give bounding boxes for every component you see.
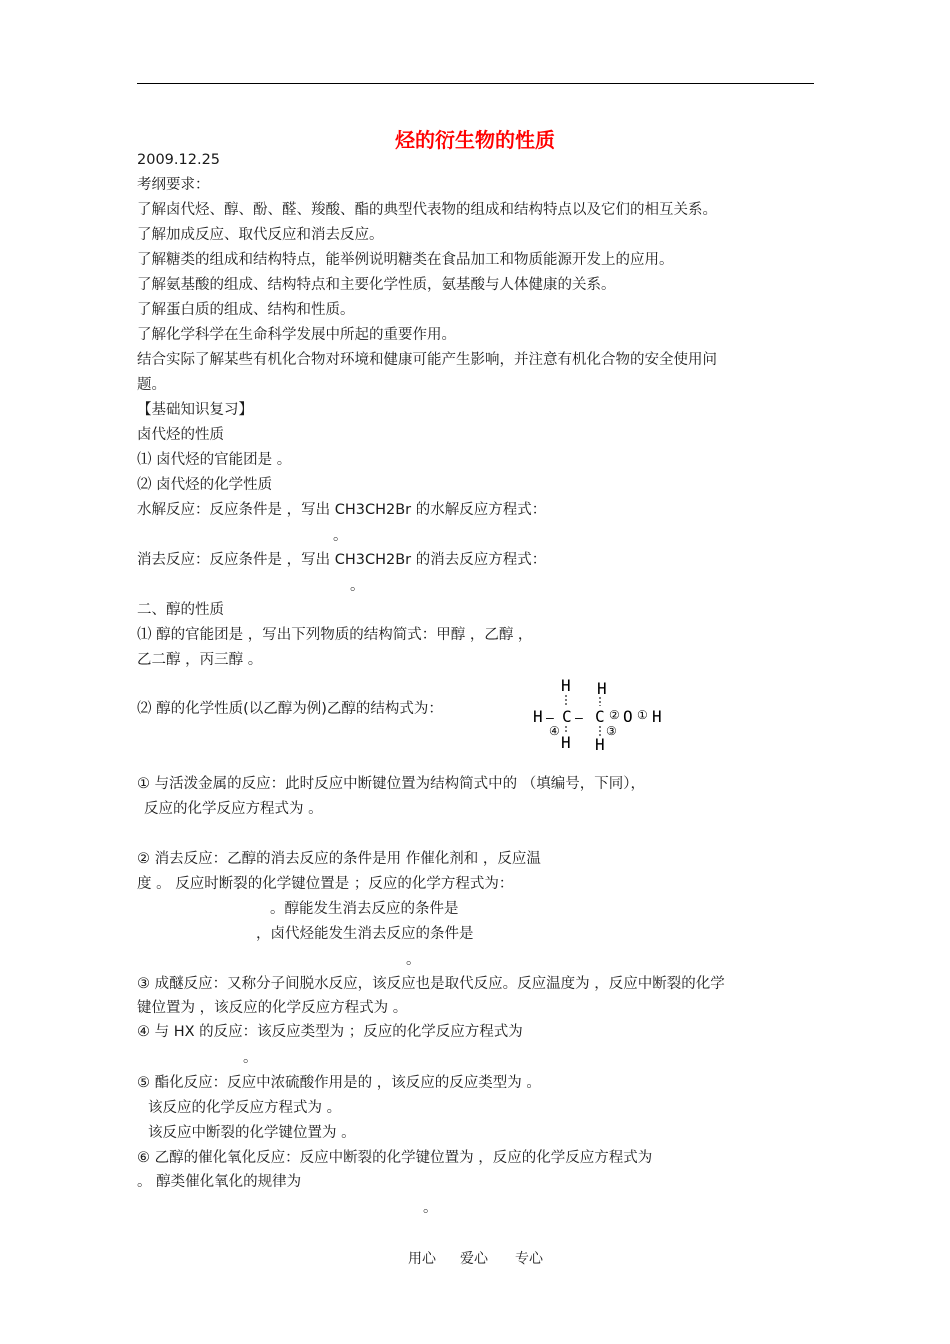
- line-03: 了解加成反应、取代反应和消去反应。: [137, 227, 384, 243]
- formula-h: H: [595, 735, 605, 754]
- footer-text-3: 专心: [515, 1251, 543, 1267]
- line-20: 乙二醇 ，丙三醇 。: [137, 652, 263, 668]
- date: 2009.12.25: [137, 152, 221, 168]
- line-38: 。: [423, 1200, 438, 1216]
- line-31: ④ 与 HX 的反应：该反应类型为 ；反应的化学反应方程式为: [137, 1024, 523, 1040]
- line-08: 结合实际了解某些有机化合物对环境和健康可能产生影响，并注意有机化合物的安全使用问: [137, 352, 717, 368]
- line-34: 该反应的化学反应方程式为 。: [148, 1100, 342, 1116]
- line-25: 度 。 反应时断裂的化学键位置是 ；反应的化学方程式为：: [137, 876, 514, 892]
- line-29: ③ 成醚反应：又称分子间脱水反应，该反应也是取代反应。反应温度为 ，反应中断裂的化学: [137, 976, 725, 992]
- line-32: 。: [243, 1050, 258, 1066]
- line-26: 。醇能发生消去反应的条件是: [270, 901, 459, 917]
- line-28: 。: [406, 952, 421, 968]
- line-11: 卤代烃的性质: [137, 427, 224, 443]
- line-24: ② 消去反应：乙醇的消去反应的条件是用 作催化剂和 ，反应温: [137, 851, 541, 867]
- line-01: 考纲要求：: [137, 177, 210, 193]
- formula-h: H: [561, 733, 571, 752]
- page-title: 烃的衍生物的性质: [395, 128, 555, 152]
- line-19: ⑴ 醇的官能团是 ，写出下列物质的结构简式：甲醇 ，乙醇 ，: [137, 627, 533, 643]
- line-14: 水解反应：反应条件是 ，写出 CH3CH2Br 的水解反应方程式：: [137, 502, 547, 518]
- formula-oxygen: O: [623, 707, 633, 726]
- section-heading: 【基础知识复习】: [137, 402, 253, 418]
- formula-h: H: [652, 707, 662, 726]
- line-02: 了解卤代烃、醇、酚、醛、羧酸、酯的典型代表物的组成和结构特点以及它们的相互关系。: [137, 202, 717, 218]
- line-15: 。: [333, 528, 348, 544]
- formula-marker: ①: [637, 708, 648, 722]
- line-21: ⑵ 醇的化学性质(以乙醇为例)乙醇的结构式为：: [137, 701, 443, 717]
- line-35: 该反应中断裂的化学键位置为 。: [148, 1125, 356, 1141]
- header-rule: [137, 83, 814, 84]
- formula-h: H: [597, 679, 607, 698]
- formula-carbon: C: [595, 707, 605, 726]
- line-17: 。: [350, 578, 365, 594]
- line-07: 了解化学科学在生命科学发展中所起的重要作用。: [137, 327, 456, 343]
- line-16: 消去反应：反应条件是 ，写出 CH3CH2Br 的消去反应方程式：: [137, 552, 547, 568]
- line-30: 键位置为 ，该反应的化学反应方程式为 。: [137, 1000, 408, 1016]
- line-09: 题。: [137, 377, 166, 393]
- formula-marker: ②: [609, 708, 620, 722]
- formula-marker: ④: [549, 724, 560, 738]
- formula-h: H: [533, 707, 543, 726]
- formula-carbon: C: [562, 707, 572, 726]
- line-37: 。 醇类催化氧化的规律为: [137, 1174, 302, 1190]
- line-06: 了解蛋白质的组成、结构和性质。: [137, 302, 355, 318]
- line-23: 反应的化学反应方程式为 。: [144, 801, 323, 817]
- footer-text-1: 用心: [408, 1251, 436, 1267]
- line-05: 了解氨基酸的组成、结构特点和主要化学性质，氨基酸与人体健康的关系。: [137, 277, 616, 293]
- line-27: ，卤代烃能发生消去反应的条件是: [256, 926, 474, 942]
- line-22: ① 与活泼金属的反应：此时反应中断键位置为结构简式中的 （填编号，下同），: [137, 776, 645, 792]
- line-04: 了解糖类的组成和结构特点，能举例说明糖类在食品加工和物质能源开发上的应用。: [137, 252, 674, 268]
- ethanol-structural-formula: [525, 672, 685, 762]
- line-18: 二、醇的性质: [137, 602, 224, 618]
- formula-bond: —: [575, 711, 583, 726]
- line-12: ⑴ 卤代烃的官能团是 。: [137, 452, 292, 468]
- line-36: ⑥ 乙醇的催化氧化反应：反应中断裂的化学键位置为 ，反应的化学反应方程式为: [137, 1150, 653, 1166]
- formula-h: H: [561, 676, 571, 695]
- formula-marker: ③: [606, 724, 617, 738]
- line-13: ⑵ 卤代烃的化学性质: [137, 477, 273, 493]
- line-33: ⑤ 酯化反应：反应中浓硫酸作用是的 ，该反应的反应类型为 。: [137, 1075, 541, 1091]
- footer-text-2: 爱心: [460, 1251, 488, 1267]
- formula-bond: —: [546, 711, 554, 726]
